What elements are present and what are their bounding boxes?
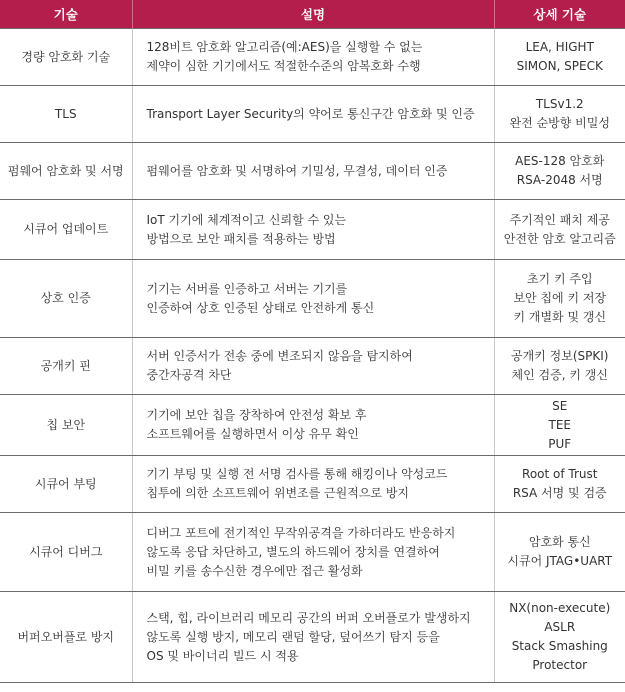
desc-line: Transport Layer Security의 약어로 통신구간 암호화 및 인증 xyxy=(146,106,475,121)
desc-line: 128비트 암호화 알고리즘(예:AES)을 실행할 수 없는 xyxy=(146,40,423,54)
desc-line: 펌웨어를 암호화 및 서명하여 기밀성, 무결성, 데이터 인증 xyxy=(146,163,448,178)
detail-line: 완전 순방향 비밀성 xyxy=(509,116,610,130)
detail-line: TLSv1.2 xyxy=(535,97,584,111)
detail-cell xyxy=(494,260,625,338)
header-desc: 설명 xyxy=(132,0,494,29)
tech-cell: 공개키 핀 xyxy=(0,338,132,395)
table-row xyxy=(0,592,625,683)
desc-cell xyxy=(132,29,494,86)
table-row xyxy=(0,86,625,143)
desc-line: 기기 부팅 및 실행 전 서명 검사를 통해 해킹이나 악성코드 xyxy=(146,467,448,481)
desc-cell xyxy=(132,395,494,456)
detail-line: RSA 서명 및 검증 xyxy=(512,486,607,500)
desc-line: 침투에 의한 소프트웨어 위변조를 근원적으로 방지 xyxy=(146,486,410,500)
detail-cell xyxy=(494,29,625,86)
detail-cell xyxy=(494,86,625,143)
desc-line: 방법으로 보안 패치를 적용하는 방법 xyxy=(146,231,336,246)
tech-cell: 칩 보안 xyxy=(0,395,132,456)
desc-line: 인증하여 상호 인증된 상태로 안전하게 통신 xyxy=(146,300,375,315)
detail-line: 키 개별화 및 갱신 xyxy=(513,310,607,324)
detail-line: Root of Trust xyxy=(522,467,598,481)
detail-cell xyxy=(494,592,625,683)
detail-line: 체인 검증, 키 갱신 xyxy=(511,368,608,382)
detail-line: TEE xyxy=(548,417,571,432)
table-row xyxy=(0,456,625,513)
tech-cell: 시큐어 디버그 xyxy=(0,513,132,592)
desc-cell xyxy=(132,338,494,395)
desc-line: 않도록 실행 방지, 메모리 랜덤 할당, 덮어쓰기 탐지 등을 xyxy=(146,629,440,644)
table-row xyxy=(0,513,625,592)
detail-cell xyxy=(494,513,625,592)
detail-cell xyxy=(494,200,625,260)
desc-cell xyxy=(132,86,494,143)
desc-cell xyxy=(132,200,494,260)
header-row xyxy=(0,0,625,29)
desc-line: IoT 기기에 체계적이고 신뢰할 수 있는 xyxy=(146,212,347,227)
tech-cell: 펌웨어 암호화 및 서명 xyxy=(0,143,132,200)
table-row xyxy=(0,395,625,456)
detail-line: 초기 키 주입 xyxy=(526,272,593,286)
detail-line: 주기적인 패치 제공 xyxy=(509,212,610,227)
tech-cell: 경량 암호화 기술 xyxy=(0,29,132,86)
detail-cell xyxy=(494,338,625,395)
desc-line: 디버그 포트에 전기적인 무작위공격을 가하더라도 반응하지 xyxy=(146,525,456,540)
detail-line: 공개키 정보(SPKI) xyxy=(511,349,609,363)
detail-line: 암호화 통신 xyxy=(528,535,591,549)
desc-cell xyxy=(132,260,494,338)
desc-cell xyxy=(132,513,494,592)
tech-cell: TLS xyxy=(0,86,132,143)
table-row xyxy=(0,29,625,86)
detail-line: LEA, HIGHT xyxy=(525,40,594,54)
header-detail: 상세 기술 xyxy=(494,0,625,29)
desc-line: 제약이 심한 기기에서도 적절한수준의 암복호화 수행 xyxy=(146,59,421,73)
detail-cell xyxy=(494,456,625,513)
detail-cell xyxy=(494,395,625,456)
tech-cell: 버퍼오버플로 방지 xyxy=(0,592,132,683)
desc-line: OS 및 바이너리 빌드 시 적용 xyxy=(146,648,299,663)
tech-cell: 시큐어 업데이트 xyxy=(0,200,132,260)
table-row xyxy=(0,143,625,200)
desc-line: 기기는 서버를 인증하고 서버는 기기를 xyxy=(146,281,348,296)
table-row xyxy=(0,338,625,395)
detail-line: RSA-2048 서명 xyxy=(516,173,603,187)
tech-cell: 상호 인증 xyxy=(0,260,132,338)
desc-line: 소프트웨어를 실행하면서 이상 유무 확인 xyxy=(146,427,359,441)
desc-line: 서버 인증서가 전송 중에 변조되지 않음을 탐지하여 xyxy=(146,349,413,363)
table-row xyxy=(0,200,625,260)
tech-cell: 시큐어 부팅 xyxy=(0,456,132,513)
detail-cell xyxy=(494,143,625,200)
desc-line: 중간자공격 차단 xyxy=(146,368,232,382)
detail-line: 보안 칩에 키 저장 xyxy=(513,291,607,305)
detail-line: SIMON, SPECK xyxy=(516,59,603,73)
desc-line: 않도록 응답 차단하고, 별도의 하드웨어 장치를 연결하여 xyxy=(146,544,440,559)
detail-line: Stack Smashing xyxy=(511,639,608,653)
desc-line: 기기에 보안 칩을 장착하여 안전성 확보 후 xyxy=(146,408,367,422)
detail-line: AES-128 암호화 xyxy=(515,154,605,168)
desc-cell xyxy=(132,456,494,513)
detail-line: NX(non-execute) xyxy=(509,601,611,615)
desc-line: 비밀 키를 송수신한 경우에만 접근 활성화 xyxy=(146,563,363,578)
detail-line: PUF xyxy=(548,436,572,451)
desc-line: 스택, 힙, 라이브러리 메모리 공간의 버퍼 오버플로가 발생하지 xyxy=(146,610,471,625)
header-tech: 기술 xyxy=(0,0,132,29)
detail-line: 안전한 암호 알고리즘 xyxy=(503,231,616,246)
detail-line: ASLR xyxy=(544,620,576,634)
detail-line: 시큐어 JTAG•UART xyxy=(507,554,613,568)
table-row xyxy=(0,260,625,338)
detail-line: Protector xyxy=(532,658,588,672)
desc-cell xyxy=(132,143,494,200)
desc-cell xyxy=(132,592,494,683)
detail-line: SE xyxy=(552,398,568,413)
